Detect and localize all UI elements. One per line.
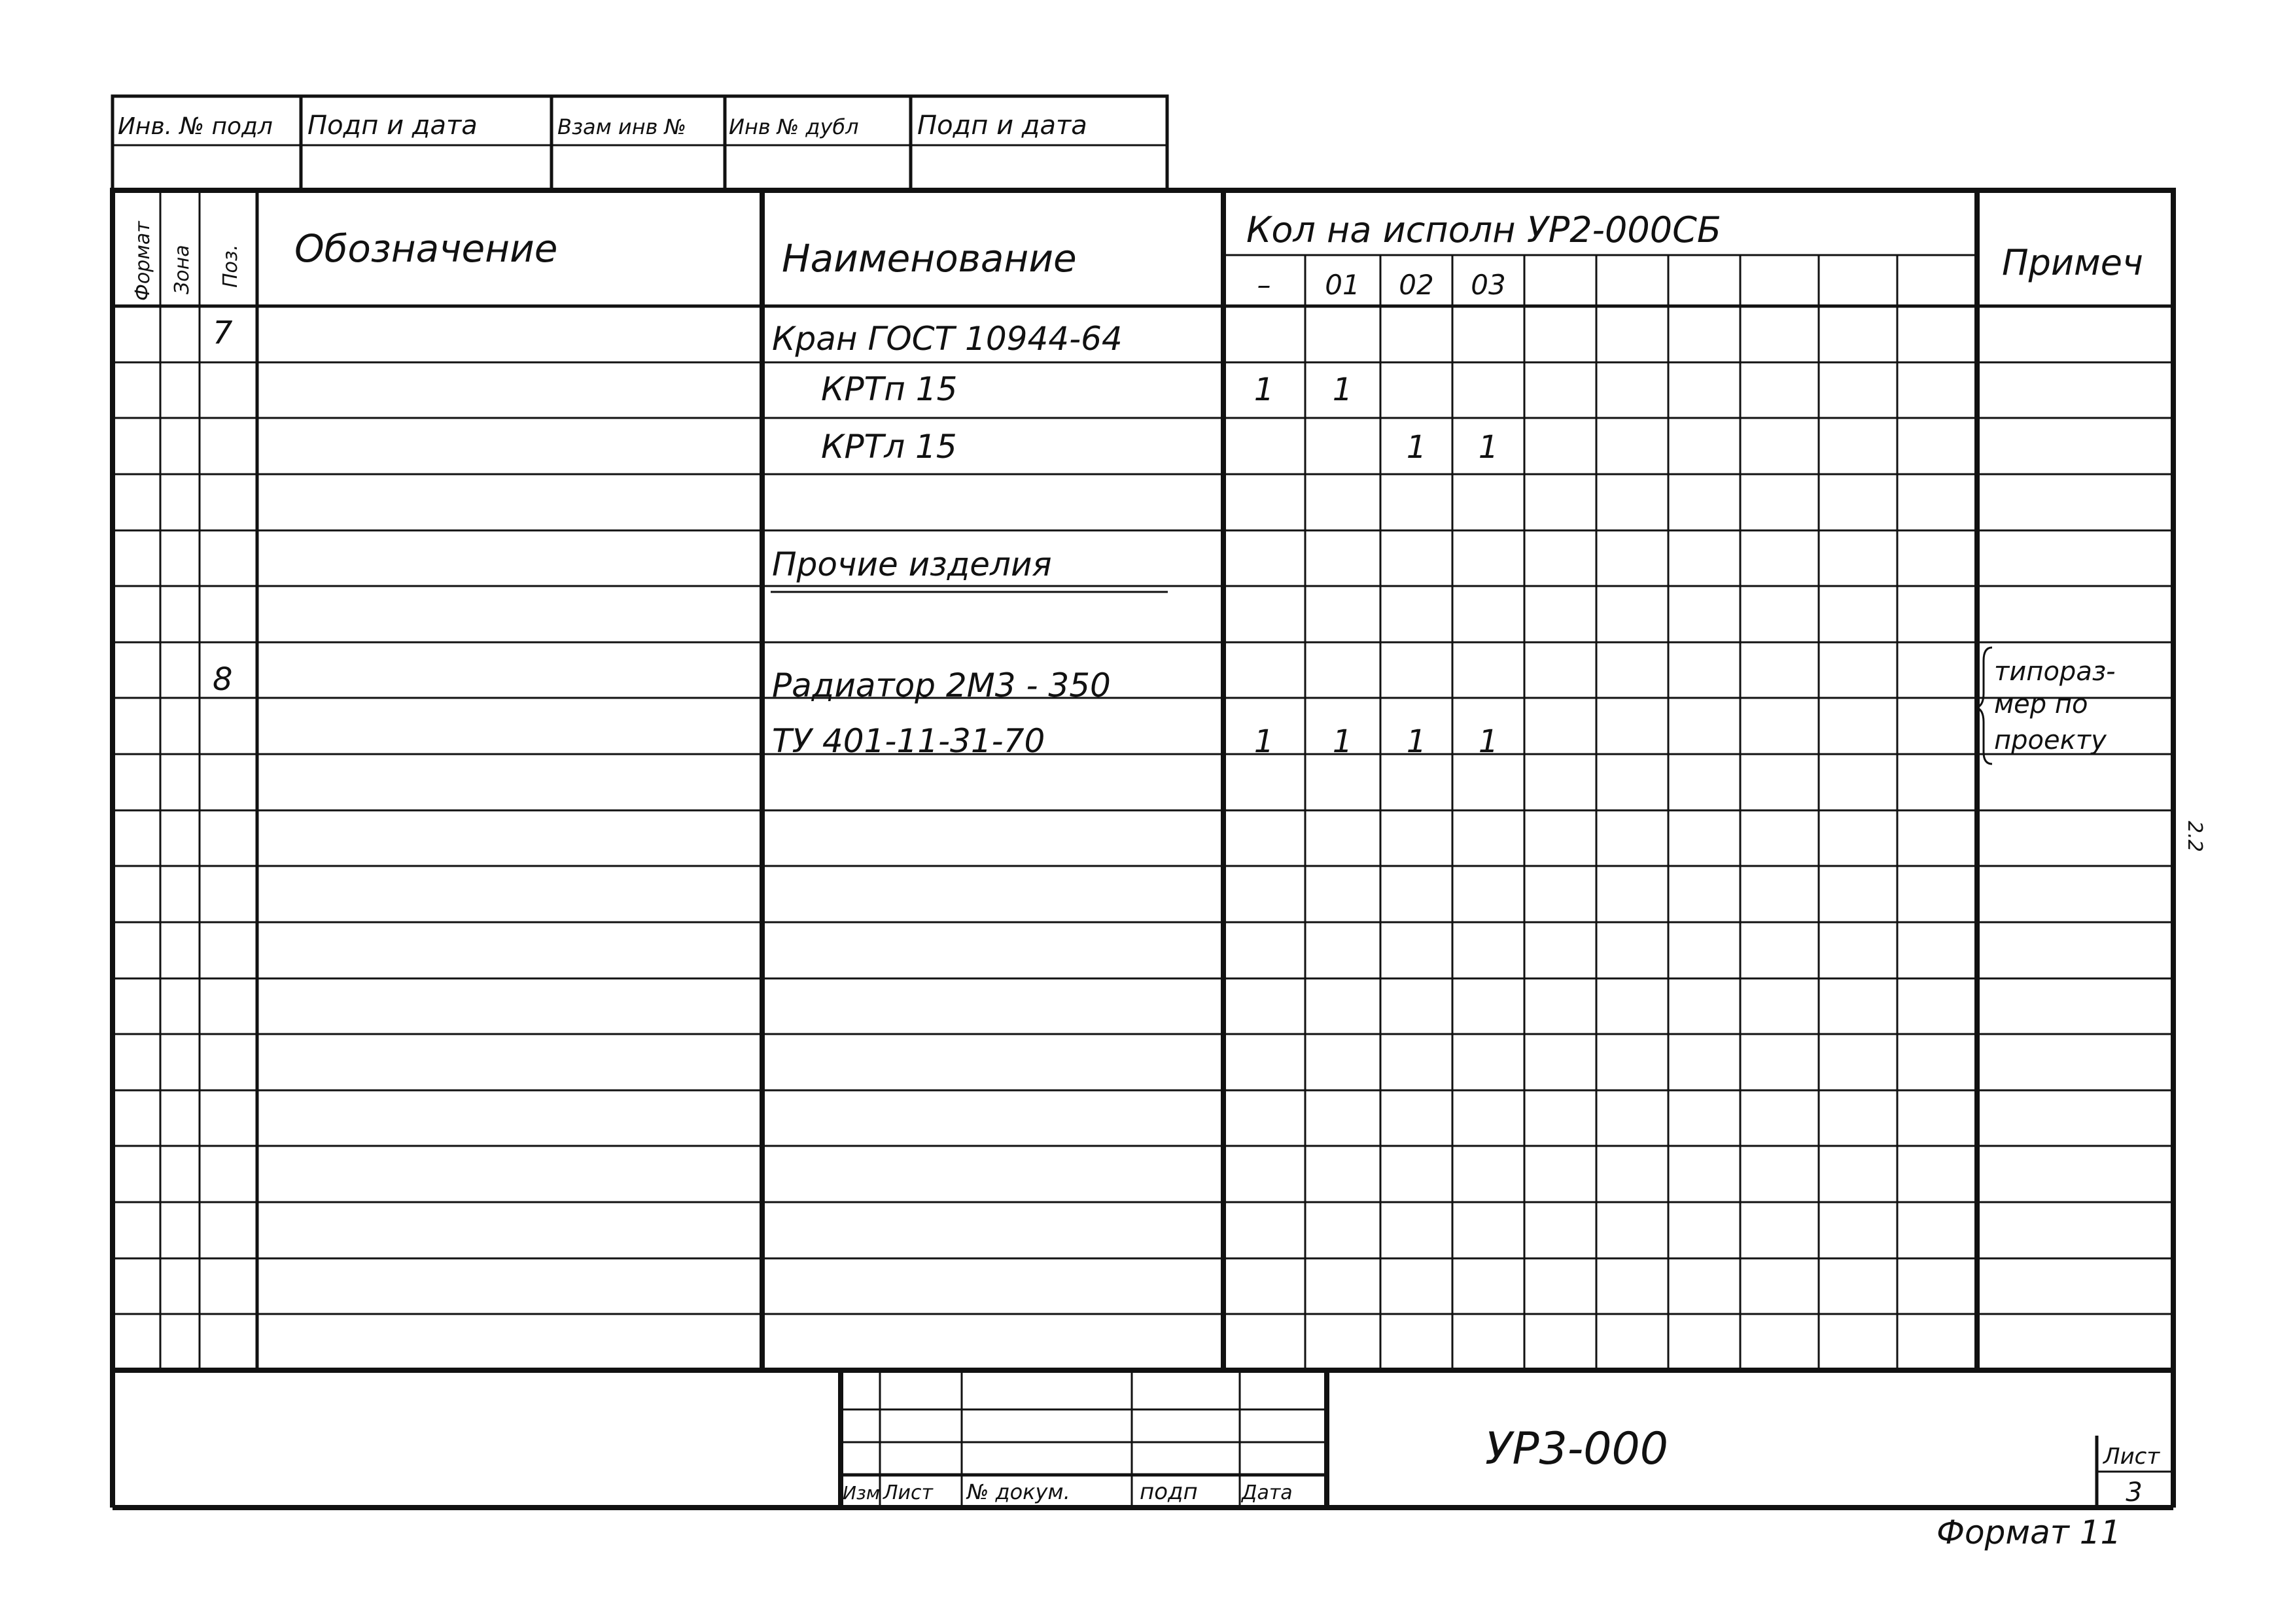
row-1-poz: 7 <box>213 315 233 351</box>
title-block <box>113 1370 2173 1508</box>
note-line-1: типораз- <box>1994 657 2116 687</box>
ispoln-header-0: – <box>1257 269 1271 301</box>
format-label: Формат 11 <box>1936 1513 2122 1551</box>
sheet-label: Лист <box>2103 1443 2160 1470</box>
note-line-2: мер по <box>1994 689 2088 719</box>
ispoln-header-1: 01 <box>1325 269 1360 301</box>
inv-dubl-label: Инв № дубл <box>729 114 859 139</box>
n-dokum-label: № докум. <box>967 1479 1070 1504</box>
primech-header: Примеч <box>2002 242 2143 283</box>
ispoln-header-3: 03 <box>1471 269 1506 301</box>
row-3-qty-2: 1 <box>1406 429 1427 466</box>
kol-na-ispoln-header: Кол на исполн УР2-000СБ <box>1246 209 1721 251</box>
margin-mark: 2.2 <box>2183 821 2206 852</box>
poz-header: Поз. <box>219 244 242 288</box>
format-header: Формат <box>131 221 154 301</box>
inv-podl-label: Инв. № подл <box>118 113 273 140</box>
list-label: Лист <box>883 1481 934 1504</box>
row-2-name: КРТп 15 <box>821 370 958 408</box>
sheet-number: 3 <box>2126 1477 2143 1508</box>
row-2-qty-0: 1 <box>1253 371 1274 408</box>
podp-label: подп <box>1140 1479 1198 1505</box>
top-strip <box>113 96 1167 190</box>
data-label: Дата <box>1242 1481 1293 1504</box>
row-8-name: ТУ 401-11-31-70 <box>772 722 1045 760</box>
row-7-poz: 8 <box>213 661 233 698</box>
row-1-name: Кран ГОСТ 10944-64 <box>772 320 1123 358</box>
ispoln-header-2: 02 <box>1399 269 1434 301</box>
vzam-inv-label: Взам инв № <box>557 114 686 139</box>
naimenovanie-header: Наименование <box>782 236 1077 281</box>
row-5-name: Прочие изделия <box>772 545 1052 583</box>
zona-header: Зона <box>171 245 194 294</box>
row-7-name: Радиатор 2М3 - 350 <box>772 666 1111 704</box>
podp-data-label-2: Подп и дата <box>917 111 1087 141</box>
podp-data-label-1: Подп и дата <box>307 111 478 141</box>
row-8-qty-3: 1 <box>1478 723 1499 760</box>
row-8-qty-0: 1 <box>1253 723 1274 760</box>
note-line-3: проекту <box>1994 725 2107 755</box>
row-3-qty-3: 1 <box>1478 429 1499 466</box>
specification-table <box>113 190 2173 1370</box>
oboznachenie-header: Обозначение <box>294 226 558 271</box>
row-2-qty-1: 1 <box>1332 371 1353 408</box>
row-lines <box>113 362 2173 1314</box>
izm-label: Изм <box>843 1482 880 1504</box>
row-8-qty-2: 1 <box>1406 723 1427 760</box>
designation: УР3-000 <box>1485 1423 1669 1475</box>
row-8-qty-1: 1 <box>1332 723 1353 760</box>
row-3-name: КРТл 15 <box>821 428 957 466</box>
